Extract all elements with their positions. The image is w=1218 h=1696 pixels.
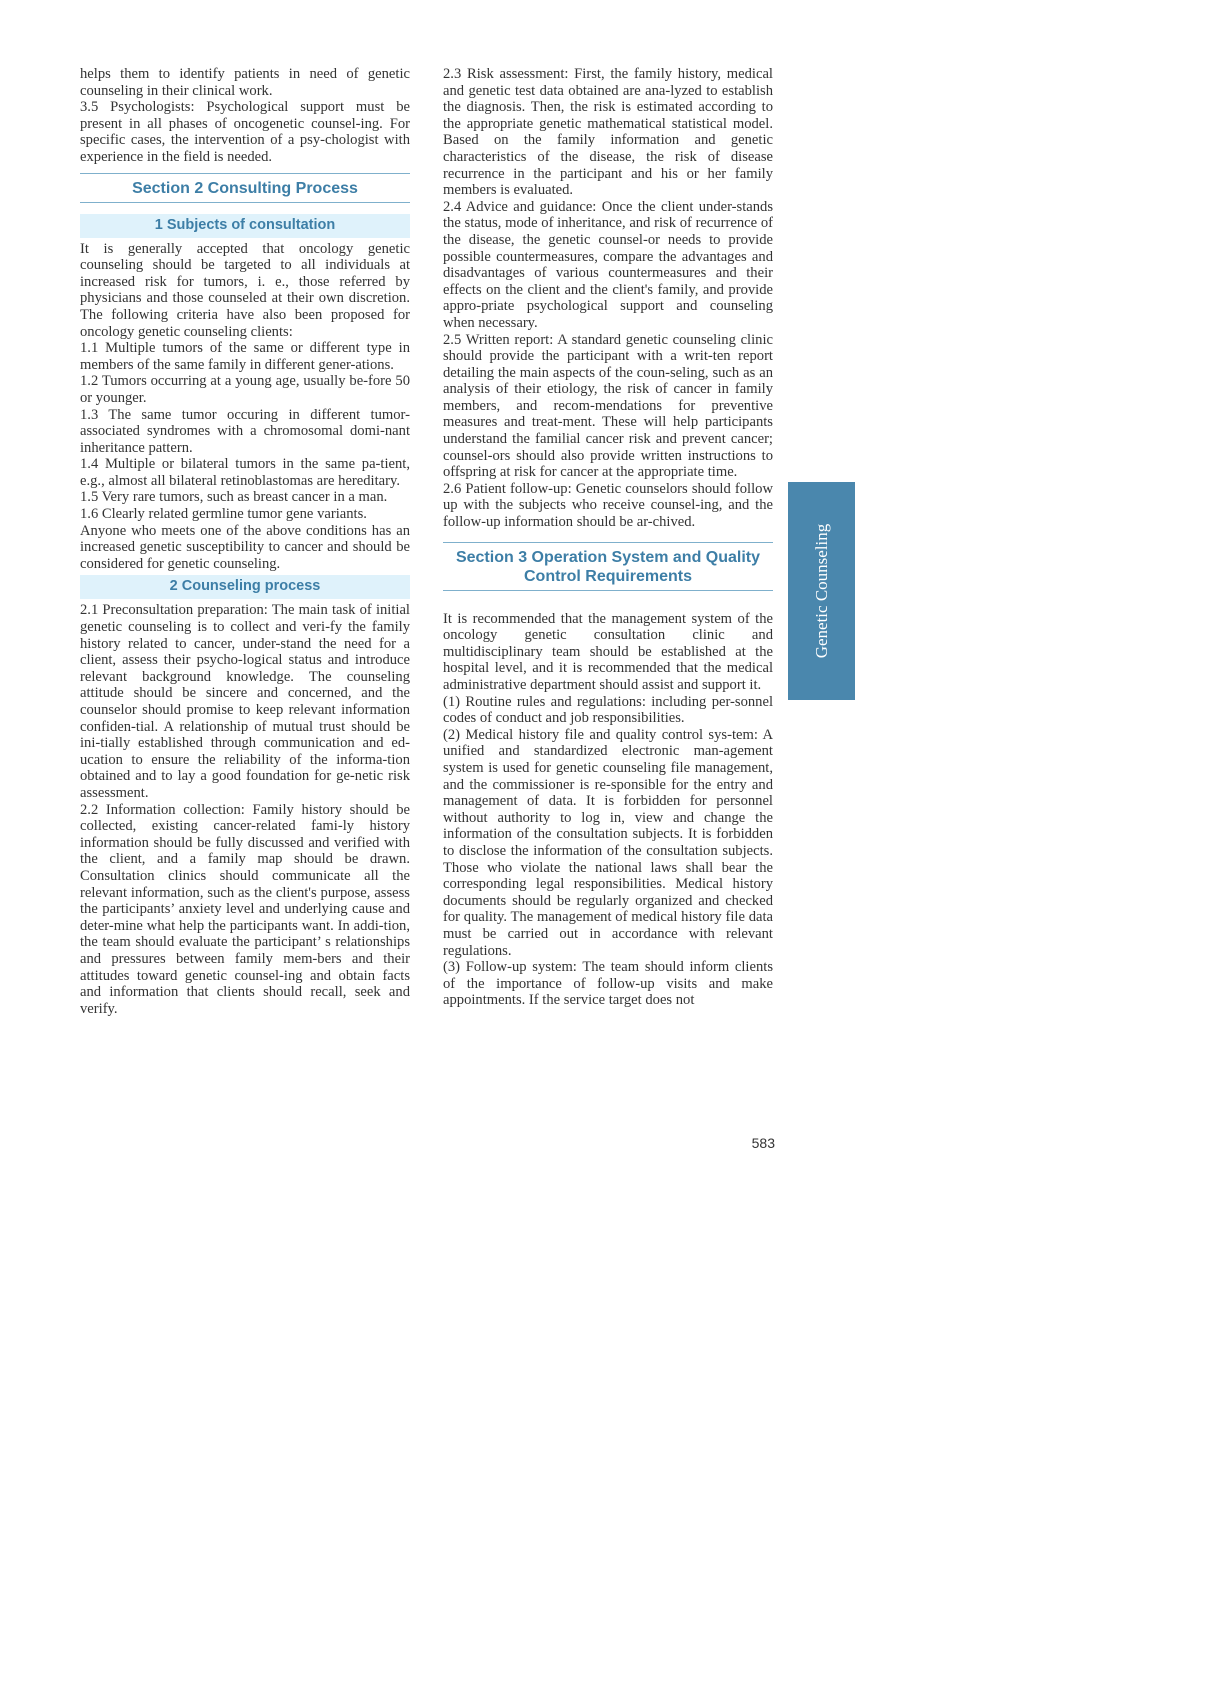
- step-2-3-risk-assessment: 2.3 Risk assessment: First, the family history, medical and genetic test data obtained are ana-lyzed to establish the diagnosis. Then, the risk is estimated according to the appropriate genetic mathematical statistical model. Based on the family information and genetic characteristics of the disease, the risk of disease recurrence in the participant and his or her family members is evaluated.: [443, 66, 773, 199]
- criterion-1-4: 1.4 Multiple or bilateral tumors in the same pa-tient, e.g., almost all bilateral retinoblastomas are hereditary.: [80, 456, 410, 489]
- paragraph: helps them to identify patients in need of genetic counseling in their clinical work.: [80, 66, 410, 99]
- rule-1-routine-regulations: (1) Routine rules and regulations: including per-sonnel codes of conduct and job responsibilities.: [443, 693, 773, 727]
- section-3-heading-line-2: Control Requirements: [523, 567, 692, 585]
- step-2-5-written-report: 2.5 Written report: A standard genetic counseling clinic should provide the participant with a writ-ten report detailing the main aspects of the coun-seling, such as an analysis of their etiology, the risk of cancer in family members, and recom-mendations for preventive measures and treat-ment. These will help participants understand the familial cancer risk and prevent cancer; counsel-ors should also provide written instructions to offspring at risk for cancer at the appropriate time.: [443, 331, 773, 481]
- criterion-1-6: 1.6 Clearly related germline tumor gene variants.: [80, 506, 367, 523]
- criterion-1-1: 1.1 Multiple tumors of the same or different type in members of the same family in different gener-ations.: [80, 340, 410, 373]
- rule-3-follow-up-system: (3) Follow-up system: The team should inform clients of the importance of follow-up visits and make appointments. If the service target does not: [443, 959, 773, 1009]
- paragraph-consultation-targets: It is generally accepted that oncology genetic counseling should be targeted to all individuals at increased risk for tumors, i. e., those referred by physicians and those counseled at their own discretion. The following criteria have also been proposed for oncology genetic counseling clients:: [80, 240, 410, 340]
- section-3-heading-line-1: Section 3 Operation System and Quality: [455, 548, 761, 566]
- subsection-2-heading: 2 Counseling process: [80, 575, 410, 599]
- section-2-heading: Section 2 Consulting Process: [80, 173, 410, 203]
- step-2-2-information-collection: 2.2 Information collection: Family history should be collected, existing cancer-related fami-ly history information should be fully discussed and verified with the client, and a family map should be drawn. Consultation clinics should communicate all the relevant information, such as the client's purpose, assess the participants’ anxiety level and underlying cause and deter-mine what help the participants want. In addi-tion, the team should evaluate the participant’ s relationships and pressures between family mem-bers and their attitudes toward genetic counsel-ing and obtain facts and information that clients should recall, seek and verify.: [80, 801, 410, 1017]
- paragraph-susceptibility: Anyone who meets one of the above conditions has an increased genetic susceptibility to cancer and should be considered for genetic counseling.: [80, 522, 410, 572]
- side-tab: [788, 482, 855, 700]
- side-tab-label: Genetic Counseling: [811, 523, 831, 659]
- subsection-1-heading: 1 Subjects of consultation: [80, 214, 410, 238]
- page-number: 583: [751, 1135, 775, 1151]
- criterion-1-5: 1.5 Very rare tumors, such as breast cancer in a man.: [80, 489, 388, 506]
- paragraph-psychologists: 3.5 Psychologists: Psychological support must be present in all phases of oncogenetic counsel-ing. For specific cases, the intervention of a psy-chologist with experience in the field is needed.: [80, 99, 410, 165]
- left-column: [80, 66, 410, 1017]
- rule-2-medical-history-file: (2) Medical history file and quality control sys-tem: A unified and standardized electronic man-agement system is used for genetic counseling file management, and the commissioner is re-sponsible for the entry and management of data. It is forbidden for personnel without authority to log in, view and change the information of the consultation subjects. It is forbidden to disclose the information of the consultation subjects. Those who violate the national laws shall bear the corresponding legal responsibilities. Medical history documents should be regularly organized and checked for quality. The management of medical history file data must be carried out in accordance with relevant regulations.: [443, 726, 773, 959]
- right-column: [443, 66, 773, 1009]
- section-3-heading: [443, 542, 773, 591]
- step-2-1-preconsultation: 2.1 Preconsultation preparation: The main task of initial genetic counseling is to collect and veri-fy the family history related to cancer, under-stand the need for a client, assess their psycho-logical status and introduce relevant background knowledge. The counseling attitude should be sincere and concerned, and the counselor should promise to keep relevant information confiden-tial. A relationship of mutual trust should be ini-tially established through communication and ed-ucation to ensure the reliability of the informa-tion obtained and to lay a good foundation for ge-netic risk assessment.: [80, 602, 410, 801]
- step-2-6-patient-follow-up: 2.6 Patient follow-up: Genetic counselors should follow up with the subjects who receive counsel-ing, and the follow-up information should be ar-chived.: [443, 480, 773, 531]
- criterion-1-3: 1.3 The same tumor occuring in different tumor-associated syndromes with a chromosomal domi-nant inheritance pattern.: [80, 406, 410, 456]
- step-2-4-advice-guidance: 2.4 Advice and guidance: Once the client under-stands the status, mode of inheritance, and risk of recurrence of the disease, the genetic counsel-or needs to provide possible countermeasures, compare the advantages and disadvantages of various countermeasures and their effects on the client and the client's family, and provide appro-priate psychological support and counseling when necessary.: [443, 198, 773, 331]
- paragraph-management-system: It is recommended that the management system of the oncology genetic consultation clinic and multidisciplinary team should be established at the hospital level, and it is recommended that the medical administrative department should assist and support it.: [443, 610, 773, 693]
- criterion-1-2: 1.2 Tumors occurring at a young age, usually be-fore 50 or younger.: [80, 373, 410, 406]
